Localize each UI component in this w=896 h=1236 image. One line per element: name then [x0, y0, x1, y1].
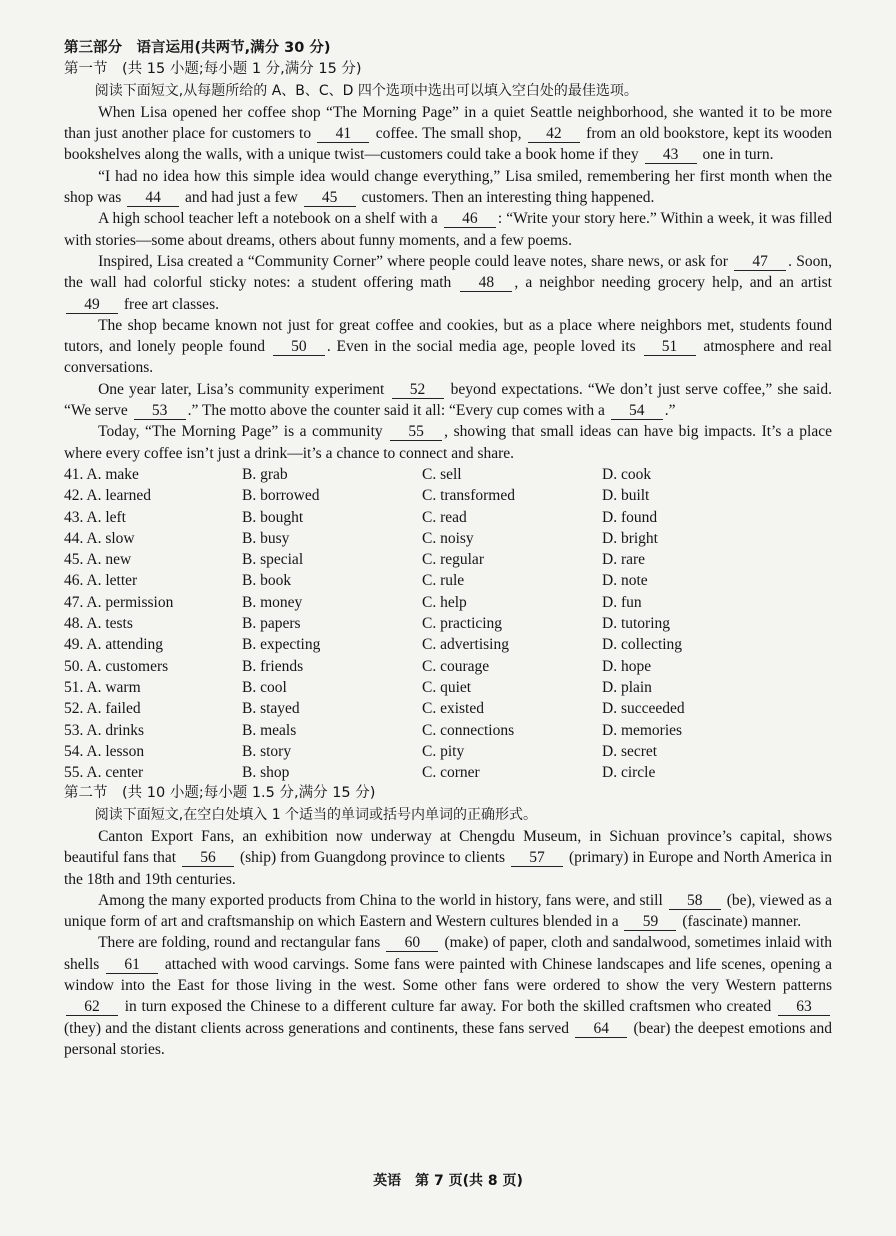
option-c: C. advertising: [422, 636, 509, 654]
option-c: C. transformed: [422, 487, 515, 505]
passage-text: coffee. The small shop,: [371, 125, 526, 143]
option-a: 42. A. learned: [64, 487, 151, 505]
option-d: D. fun: [602, 593, 642, 611]
blank-number: 56: [182, 849, 234, 867]
blank-number: 54: [611, 402, 663, 420]
section2-title: 第二节 (共 10 小题;每小题 1.5 分,满分 15 分): [64, 785, 376, 802]
option-d: D. cook: [602, 465, 652, 483]
passage-paragraph: [64, 208, 832, 251]
passage-paragraph: [64, 315, 832, 379]
passage-text: (they) and the distant clients across generations and continents, these fans served: [64, 1019, 574, 1037]
option-d: D. bright: [602, 529, 658, 547]
passage-text: The shop became known not just for great coffee and cookies, but as a place where neighbors met, students found tutors, and lonely people found: [64, 316, 832, 356]
option-a: 46. A. letter: [64, 572, 138, 590]
passage-text: “I had no idea how this simple idea would change everything,” Lisa smiled, remembering her first month when the shop was: [64, 167, 832, 207]
blank-number: 50: [273, 338, 325, 356]
passage-paragraph: [64, 251, 832, 315]
passage-text: customers. Then an interesting thing happened.: [357, 189, 655, 207]
option-row: [64, 613, 832, 634]
passage-text: A high school teacher left a notebook on a shelf with a: [98, 210, 442, 228]
option-a: 55. A. center: [64, 764, 144, 782]
option-d: D. succeeded: [602, 700, 685, 718]
option-b: B. papers: [242, 615, 301, 633]
blank-number: 53: [134, 402, 186, 420]
option-a: 48. A. tests: [64, 615, 133, 633]
option-c: C. rule: [422, 572, 465, 590]
option-a: 44. A. slow: [64, 529, 135, 547]
blank-number: 49: [66, 296, 118, 314]
option-row: [64, 741, 832, 762]
option-b: B. friends: [242, 657, 304, 675]
passage-text: Among the many exported products from China to the world in history, fans were, and still: [98, 891, 667, 909]
blank-number: 46: [444, 210, 496, 228]
blank-number: 48: [460, 274, 512, 292]
blank-number: 57: [511, 849, 563, 867]
blank-number: 51: [644, 338, 696, 356]
option-c: C. courage: [422, 657, 490, 675]
section2-instruction: 阅读下面短文,在空白处填入 1 个适当的单词或括号内单词的正确形式。: [94, 806, 538, 823]
option-d: D. plain: [602, 678, 652, 696]
option-d: D. secret: [602, 742, 658, 760]
passage-paragraph: [64, 166, 832, 209]
passage-text: When Lisa opened her coffee shop “The Morning Page” in a quiet Seattle neighborhood, she wanted it to be more than just another place for customers to: [64, 103, 832, 143]
passage-text: . Even in the social media age, people loved its: [326, 338, 642, 356]
passage-text: One year later, Lisa’s community experiment: [98, 380, 390, 398]
blank-number: 64: [575, 1020, 627, 1038]
page-content: [64, 38, 832, 1060]
passage-text: free art classes.: [120, 295, 219, 313]
part-title: 第三部分 语言运用(共两节,满分 30 分): [64, 40, 331, 56]
option-d: D. circle: [602, 764, 656, 782]
option-b: B. busy: [242, 529, 290, 547]
option-a: 43. A. left: [64, 508, 126, 526]
option-c: C. help: [422, 593, 467, 611]
option-d: D. tutoring: [602, 615, 671, 633]
option-a: 41. A. make: [64, 465, 139, 483]
option-c: C. read: [422, 508, 467, 526]
blank-number: 59: [624, 913, 676, 931]
section1-options: [64, 464, 832, 783]
passage-text: : “Write your story here.” Within a week, it was filled with stories—some about dreams, others about funny moments, and a few poems.: [64, 210, 832, 249]
option-b: B. grab: [242, 465, 288, 483]
section1-instruction: 阅读下面短文,从每题所给的 A、B、C、D 四个选项中选出可以填入空白处的最佳选项。: [94, 82, 638, 99]
blank-number: 44: [127, 189, 179, 207]
option-d: D. rare: [602, 551, 646, 569]
option-c: C. connections: [422, 721, 515, 739]
option-c: C. quiet: [422, 678, 472, 696]
page-footer: 英语 第 7 页(共 8 页): [373, 1173, 523, 1189]
option-row: [64, 698, 832, 719]
option-d: D. memories: [602, 721, 683, 739]
blank-number: 60: [386, 934, 438, 952]
option-d: D. note: [602, 572, 648, 590]
blank-number: 62: [66, 998, 118, 1016]
option-b: B. borrowed: [242, 487, 320, 505]
option-b: B. money: [242, 593, 303, 611]
option-b: B. cool: [242, 678, 287, 696]
option-b: B. bought: [242, 508, 304, 526]
passage-text: (fascinate) manner.: [678, 913, 802, 931]
option-a: 51. A. warm: [64, 678, 141, 696]
passage-paragraph: [64, 826, 832, 890]
option-d: D. hope: [602, 657, 652, 675]
option-row: [64, 762, 832, 783]
option-row: [64, 634, 832, 655]
passage-text: Today, “The Morning Page” is a community: [98, 423, 389, 441]
passage-text: (primary) in Europe and North America in the 18th and 19th centuries.: [64, 849, 833, 888]
option-row: [64, 528, 832, 549]
passage-text: .”: [664, 402, 676, 420]
passage-text: Canton Export Fans, an exhibition now underway at Chengdu Museum, in Sichuan province’s capital, shows beautiful fans that: [64, 827, 832, 867]
option-c: C. noisy: [422, 529, 474, 547]
option-row: [64, 549, 832, 570]
blank-number: 52: [392, 381, 444, 399]
option-b: B. special: [242, 551, 304, 569]
option-b: B. meals: [242, 721, 297, 739]
passage-paragraph: [64, 421, 832, 464]
passage-text: beyond expectations. “We don’t just serve coffee,” she said. “We serve: [64, 380, 832, 420]
passage-text: .” The motto above the counter said it all: “Every cup comes with a: [187, 402, 609, 420]
blank-number: 58: [669, 892, 721, 910]
option-row: [64, 464, 832, 485]
section2-passage: [64, 826, 832, 1060]
option-d: D. found: [602, 508, 658, 526]
option-a: 45. A. new: [64, 551, 132, 569]
option-c: C. sell: [422, 465, 462, 483]
option-c: C. pity: [422, 742, 465, 760]
blank-number: 55: [390, 423, 442, 441]
blank-number: 45: [304, 189, 356, 207]
blank-number: 43: [645, 146, 697, 164]
passage-text: one in turn.: [698, 146, 774, 164]
blank-number: 61: [106, 956, 158, 974]
option-b: B. stayed: [242, 700, 300, 718]
passage-text: , a neighbor needing grocery help, and an artist: [514, 274, 832, 292]
passage-text: (make) of paper, cloth and sandalwood, sometimes inlaid with shells: [64, 934, 833, 973]
blank-number: 42: [528, 125, 580, 143]
option-b: B. expecting: [242, 636, 321, 654]
passage-paragraph: [64, 890, 832, 933]
option-a: 50. A. customers: [64, 657, 169, 675]
passage-text: (be), viewed as a unique form of art and craftsmanship on which Eastern and Western cultures blended in a: [64, 891, 832, 931]
passage-text: There are folding, round and rectangular fans: [98, 934, 385, 952]
option-c: C. existed: [422, 700, 484, 718]
option-row: [64, 485, 832, 506]
blank-number: 47: [734, 253, 786, 271]
passage-paragraph: [64, 379, 832, 422]
option-b: B. story: [242, 742, 292, 760]
option-b: B. shop: [242, 764, 290, 782]
option-row: [64, 570, 832, 591]
option-row: [64, 507, 832, 528]
option-c: C. corner: [422, 764, 480, 782]
passage-text: atmosphere and real conversations.: [64, 338, 832, 377]
blank-number: 63: [778, 998, 830, 1016]
passage-text: attached with wood carvings. Some fans were painted with Chinese landscapes and life scenes, opening a window into the East for those living in the west. Some other fans were ordered to show the very Western patterns: [64, 955, 832, 995]
passage-text: and had just a few: [181, 189, 302, 207]
passage-text: in turn exposed the Chinese to a different culture far away. For both the skilled craftsmen who created: [120, 998, 776, 1016]
option-row: [64, 592, 832, 613]
option-c: C. practicing: [422, 615, 503, 633]
option-a: 54. A. lesson: [64, 742, 145, 760]
option-a: 52. A. failed: [64, 700, 141, 718]
passage-text: (bear) the deepest emotions and personal stories.: [64, 1019, 832, 1058]
option-row: [64, 720, 832, 741]
option-d: D. collecting: [602, 636, 683, 654]
option-row: [64, 656, 832, 677]
option-a: 49. A. attending: [64, 636, 164, 654]
passage-text: from an old bookstore, kept its wooden bookshelves along the walls, with a unique twist—customers could take a book home if they: [64, 125, 832, 164]
blank-number: 41: [317, 125, 369, 143]
option-b: B. book: [242, 572, 292, 590]
option-a: 47. A. permission: [64, 593, 174, 611]
passage-text: (ship) from Guangdong province to clients: [236, 849, 510, 867]
option-row: [64, 677, 832, 698]
option-c: C. regular: [422, 551, 484, 569]
passage-text: Inspired, Lisa created a “Community Corner” where people could leave notes, share news, or ask for: [98, 252, 733, 270]
option-d: D. built: [602, 487, 650, 505]
passage-paragraph: [64, 102, 832, 166]
passage-paragraph: [64, 932, 832, 1060]
option-a: 53. A. drinks: [64, 721, 145, 739]
passage-text: . Soon, the wall had colorful sticky notes: a student offering math: [64, 252, 832, 292]
section1-title: 第一节 (共 15 小题;每小题 1 分,满分 15 分): [64, 61, 362, 78]
passage-text: , showing that small ideas can have big impacts. It’s a place where every coffee isn’t just a drink—it’s a chance to connect and share.: [64, 423, 832, 462]
section1-passage: [64, 102, 832, 464]
